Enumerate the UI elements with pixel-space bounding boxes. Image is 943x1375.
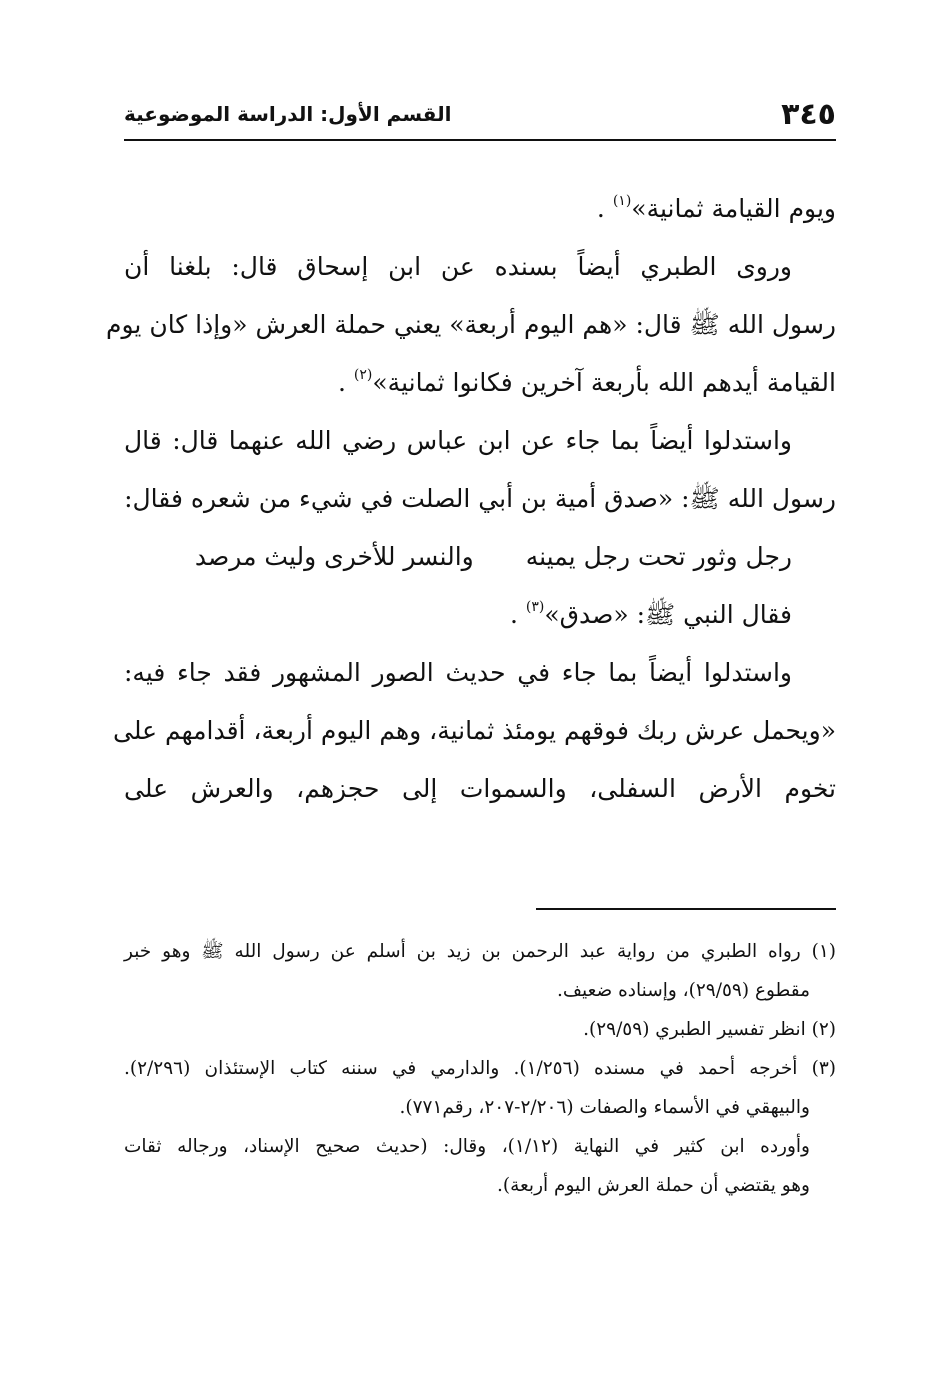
page-header: [124, 92, 836, 136]
footnote-3: (٣) أخرجه أحمد في مسنده (١/٢٥٦). والدارمي في سننه كتاب الإستئذان (٢/٢٩٦).: [124, 1058, 836, 1079]
footnote-2: (٢) انظر تفسير الطبري (٢٩/٥٩).: [583, 1019, 836, 1040]
text-line: واستدلوا أيضاً بما جاء في حديث الصور المشهور فقد جاء فيه:: [124, 658, 792, 687]
text-line: رسول الله ﷺ: «صدق أمية بن أبي الصلت في شيء من شعره فقال:: [124, 484, 836, 513]
poetry-verse: [124, 528, 836, 586]
verse-first-hemistich: رجل وثور تحت رجل يمينه: [525, 542, 792, 571]
footnote-1-continued: مقطوع (٢٩/٥٩)، وإسناده ضعيف.: [556, 980, 810, 1001]
text-line: فقال النبي ﷺ: «صدق»$^{(٣)}$ .: [509, 599, 792, 629]
text-line: وروى الطبري أيضاً بسنده عن ابن إسحاق قال: بلغنا أن: [124, 252, 792, 281]
header-rule: [124, 139, 836, 141]
text-line: القيامة أيدهم الله بأربعة آخرين فكانوا ثمانية»$^{(٢)}$ .: [338, 367, 836, 397]
footnotes: [124, 932, 836, 1205]
page-number: ٣٤٥: [781, 96, 836, 132]
footnote-3-continued: وأورده ابن كثير في النهاية (١/١٢)، وقال: (حديث صحيح الإسناد، ورجاله ثقات: [124, 1136, 810, 1157]
footnote-1: (١) رواه الطبري من رواية عبد الرحمن بن زيد بن أسلم عن رسول الله ﷺ وهو خبر: [124, 941, 836, 962]
footnote-3-continued: والبيهقي في الأسماء والصفات (٢/٢٠٦-٢٠٧، رقم٧٧١).: [399, 1097, 810, 1118]
running-title: القسم الأول: الدراسة الموضوعية: [124, 102, 452, 126]
footnote-ref-2: (٢): [353, 367, 373, 383]
text-line: ويوم القيامة ثمانية»$^{(١)}$ .: [596, 193, 836, 223]
footnote-ref-3: (٣): [525, 599, 545, 615]
footnote-3-continued: وهو يقتضي أن حملة العرش اليوم أربعة).: [496, 1175, 810, 1196]
text-line: تخوم الأرض السفلى، والسموات إلى حجزهم، والعرش على: [124, 774, 836, 803]
verse-second-hemistich: والنسر للأخرى وليث مرصد: [194, 542, 474, 571]
footnote-separator: [536, 908, 836, 910]
footnote-ref-1: (١): [612, 193, 632, 209]
text-line: رسول الله ﷺ قال: «هم اليوم أربعة» يعني حملة العرش «وإذا كان يوم: [106, 310, 836, 339]
text-line: «ويحمل عرش ربك فوقهم يومئذ ثمانية، وهم اليوم أربعة، أقدامهم على: [112, 716, 836, 745]
text-line: واستدلوا أيضاً بما جاء عن ابن عباس رضي الله عنهما قال: قال: [124, 426, 792, 455]
main-text: [106, 180, 836, 818]
